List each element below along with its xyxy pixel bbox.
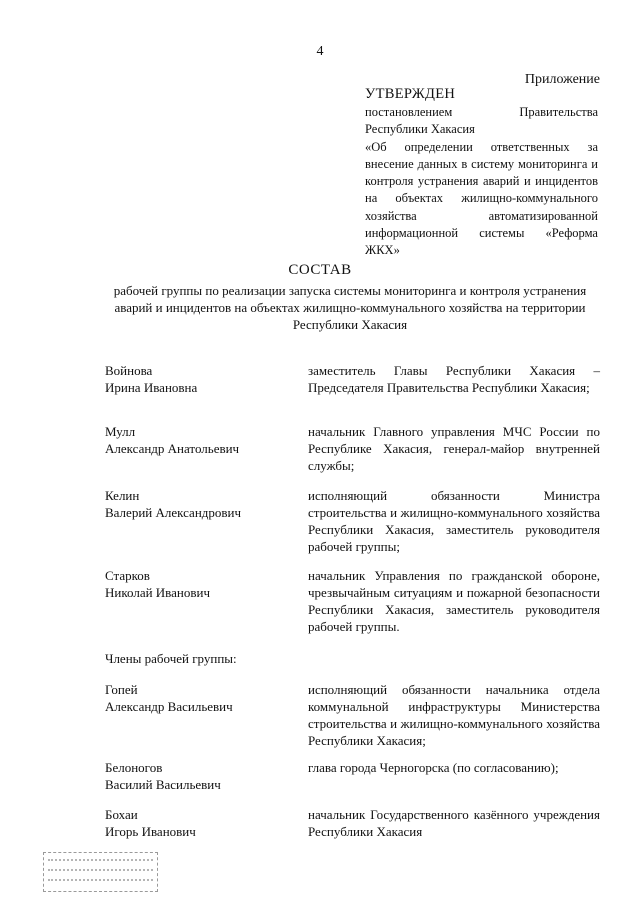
member-name — [105, 487, 295, 521]
member-role: начальник Главного управления МЧС России по Республике Хакасия, генерал-майор внутренней службы; — [308, 424, 600, 473]
member-given-names: Игорь Иванович — [105, 824, 196, 839]
member-given-names: Валерий Александрович — [105, 505, 242, 520]
member-role: начальник Государственного казённого учреждения Республики Хакасия — [308, 807, 600, 839]
member-surname: Старков — [105, 568, 150, 583]
members-heading: Члены рабочей группы: — [105, 651, 237, 666]
document-title: СОСТАВ — [288, 262, 352, 278]
member-name — [105, 759, 295, 793]
member-surname: Белоногов — [105, 760, 163, 775]
document-subtitle: рабочей группы по реализации запуска системы мониторинга и контроля устранения аварий и инцидентов на объектах жилищно-коммунального хозяйства на территории Республики Хакасия — [113, 283, 587, 332]
member-given-names: Ирина Ивановна — [105, 380, 198, 395]
appendix-label: Приложение — [524, 72, 600, 87]
member-surname: Бохаи — [105, 807, 138, 822]
member-surname: Келин — [105, 488, 140, 503]
page-number: 4 — [316, 44, 324, 59]
member-given-names: Александр Васильевич — [105, 699, 233, 714]
member-surname: Мулл — [105, 424, 136, 439]
member-role: исполняющий обязанности Министра строительства и жилищно-коммунального хозяйства Республики Хакасия, заместитель руководителя рабочей группы; — [308, 488, 600, 554]
approval-subject: «Об определении ответственных за внесение данных в систему мониторинга и контроля устранения аварий и инцидентов на объектах жилищно-коммунального хозяйства автоматизированной информационной системы «Реформа ЖКХ» — [365, 139, 598, 258]
member-role: начальник Управления по гражданской обороне, чрезвычайным ситуациям и пожарной безопасности Республики Хакасия, заместитель руководителя рабочей группы. — [308, 568, 600, 634]
member-given-names: Александр Анатольевич — [105, 441, 240, 456]
member-name — [105, 806, 295, 840]
member-given-names: Николай Иванович — [105, 585, 211, 600]
member-surname: Войнова — [105, 363, 153, 378]
member-given-names: Василий Васильевич — [105, 777, 221, 792]
approved-heading: УТВЕРЖДЕН — [365, 86, 456, 102]
approval-block — [365, 104, 598, 260]
approval-resolution: постановлением Правительства Республики Хакасия — [365, 105, 598, 137]
member-surname: Гопей — [105, 682, 138, 697]
member-name — [105, 423, 295, 457]
member-role: заместитель Главы Республики Хакасия – Председателя Правительства Республики Хакасия; — [308, 363, 600, 395]
member-role: исполняющий обязанности начальника отдела коммунальной инфраструктуры Министерства строительства и жилищно-коммунального хозяйства Республики Хакасия; — [308, 682, 600, 748]
member-role: глава города Черногорска (по согласованию); — [308, 760, 559, 775]
member-name — [105, 681, 295, 715]
member-name — [105, 567, 295, 601]
member-name — [105, 362, 295, 396]
registration-stamp — [43, 852, 158, 892]
